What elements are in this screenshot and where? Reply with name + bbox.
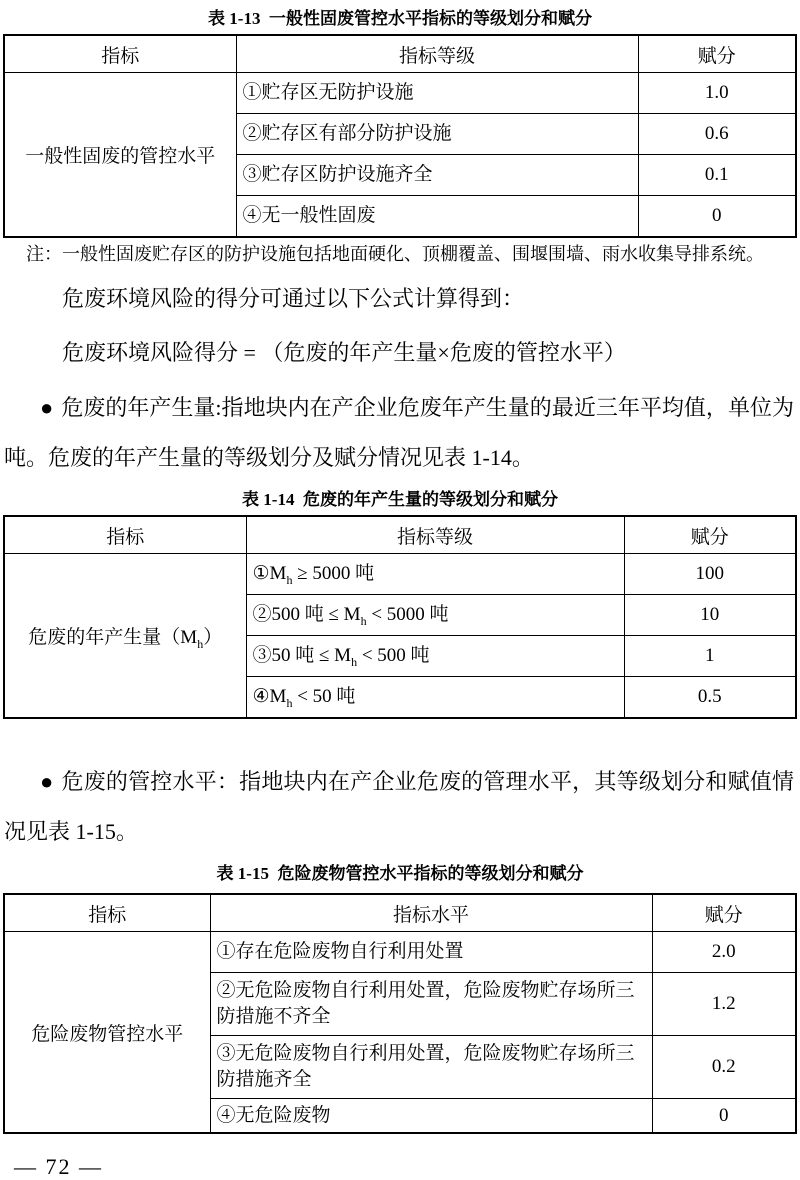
grade-cell: ④无危险废物 bbox=[210, 1099, 652, 1134]
table-1-14 bbox=[3, 515, 797, 719]
score-cell: 100 bbox=[624, 554, 796, 595]
header-cell-indicator: 指标 bbox=[4, 894, 210, 932]
table-1-14-caption: 表 1-14 危废的年产生量的等级划分和赋分 bbox=[242, 490, 558, 509]
header-cell-level: 指标水平 bbox=[210, 894, 652, 932]
grade-cell: ②贮存区有部分防护设施 bbox=[236, 114, 638, 155]
score-cell: 1.0 bbox=[638, 73, 796, 114]
grade-cell: ②无危险废物自行利用处置，危险废物贮存场所三防措施不齐全 bbox=[210, 973, 652, 1036]
header-cell-score: 赋分 bbox=[652, 894, 796, 932]
table-1-13 bbox=[3, 34, 797, 238]
table-header-row bbox=[4, 516, 796, 554]
indicator-cell: 危废的年产生量$(M_h)$ bbox=[4, 554, 246, 719]
grade-cell: ③贮存区防护设施齐全 bbox=[236, 155, 638, 196]
grade-cell: ①贮存区无防护设施 bbox=[236, 73, 638, 114]
score-cell: 0.1 bbox=[638, 155, 796, 196]
score-cell: 0 bbox=[652, 1099, 796, 1134]
indicator-cell: 一般性固废的管控水平 bbox=[4, 73, 236, 238]
table-1-15-caption: 表 1-15 危险废物管控水平指标的等级划分和赋分 bbox=[216, 864, 584, 883]
score-cell: 1.2 bbox=[652, 973, 796, 1036]
table-1-13-caption: 表 1-13 一般性固废管控水平指标的等级划分和赋分 bbox=[208, 9, 592, 28]
score-cell: 1 bbox=[624, 636, 796, 677]
paragraph-intro: 危废环境风险的得分可通过以下公式计算得到： bbox=[62, 286, 525, 311]
page-number: — 72 — bbox=[14, 1154, 103, 1179]
header-cell-score: 赋分 bbox=[638, 35, 796, 73]
table-header-row bbox=[4, 35, 796, 73]
indicator-cell: 危险废物管控水平 bbox=[4, 932, 210, 1134]
score-cell: 10 bbox=[624, 595, 796, 636]
header-cell-score: 赋分 bbox=[624, 516, 796, 554]
score-cell: 2.0 bbox=[652, 932, 796, 973]
bullet-text: 危废的年产生量:指地块内在产企业危废年产生量的最近三年平均值，单位为吨。危废的年产生量的等级划分及赋分情况见表 1-14。 bbox=[4, 395, 794, 470]
bullet-item-annual-output bbox=[4, 383, 794, 483]
table-row bbox=[4, 73, 796, 114]
grade-cell: ④无一般性固废 bbox=[236, 196, 638, 238]
grade-cell: $①M_h \ge 5000$ 吨 bbox=[246, 554, 624, 595]
score-cell: 0 bbox=[638, 196, 796, 238]
table-row bbox=[4, 554, 796, 595]
table-note: 注：一般性固废贮存区的防护设施包括地面硬化、顶棚覆盖、围堰围墙、雨水收集导排系统。 bbox=[26, 244, 764, 264]
score-cell: 0.2 bbox=[652, 1036, 796, 1099]
table-1-15 bbox=[3, 893, 797, 1134]
table-header-row bbox=[4, 894, 796, 932]
grade-cell: ③50 吨 ≤ $M_h < 500$ 吨 bbox=[246, 636, 624, 677]
formula-line: 危废环境风险得分 = （危废的年产生量×危废的管控水平） bbox=[62, 340, 626, 365]
grade-cell: ③无危险废物自行利用处置，危险废物贮存场所三防措施齐全 bbox=[210, 1036, 652, 1099]
header-cell-grade: 指标等级 bbox=[236, 35, 638, 73]
header-cell-indicator: 指标 bbox=[4, 35, 236, 73]
score-cell: 0.6 bbox=[638, 114, 796, 155]
score-cell: 0.5 bbox=[624, 677, 796, 719]
table-row bbox=[4, 932, 796, 973]
bullet-icon: ● bbox=[40, 769, 54, 794]
header-cell-indicator: 指标 bbox=[4, 516, 246, 554]
header-cell-grade: 指标等级 bbox=[246, 516, 624, 554]
grade-cell: ①存在危险废物自行利用处置 bbox=[210, 932, 652, 973]
bullet-icon: ● bbox=[40, 395, 54, 420]
bullet-item-control-level bbox=[4, 757, 794, 857]
grade-cell: $④M_h < 50$ 吨 bbox=[246, 677, 624, 719]
bullet-text: 危废的管控水平：指地块内在产企业危废的管理水平，其等级划分和赋值情况见表 1-15。 bbox=[4, 769, 794, 844]
grade-cell: ②500 吨 ≤ $M_h < 5000$ 吨 bbox=[246, 595, 624, 636]
